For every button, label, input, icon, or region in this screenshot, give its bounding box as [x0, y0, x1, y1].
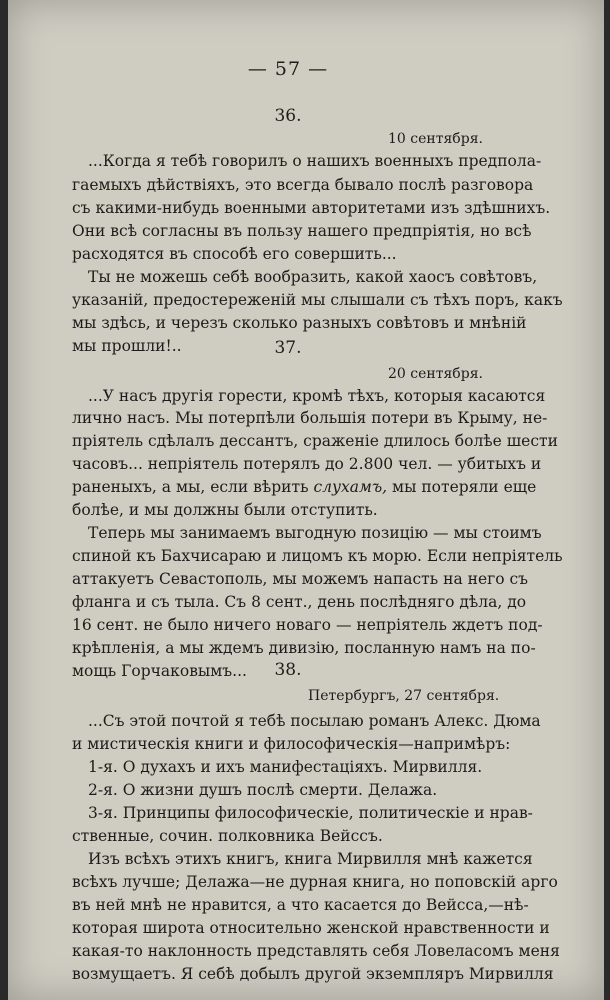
text-line: возмущаетъ. Я себѣ добылъ другой экземпляръ Мирвилля: [72, 965, 554, 983]
text-line: [72, 477, 536, 497]
text-line: Теперь мы занимаемъ выгодную позицію — мы стоимъ: [88, 524, 542, 542]
letter-date: Петербургъ, 27 сентября.: [308, 688, 500, 704]
text-line: часовъ... непріятель потерялъ до 2.800 чел. — убитыхъ и: [72, 455, 542, 473]
text-line: ...Съ этой почтой я тебѣ посылаю романъ Алекс. Дюма: [88, 712, 541, 730]
text-line: мощь Горчаковымъ...: [72, 662, 247, 680]
text-fragment: мы потеряли еще: [392, 478, 537, 496]
text-line: всѣхъ лучше; Делажа—не дурная книга, но поповскій арго: [72, 873, 558, 891]
text-line: Ты не можешь себѣ вообразить, какой хаосъ совѣтовъ,: [88, 268, 538, 286]
italic-word: слухамъ,: [313, 478, 388, 496]
letter-number: 38.: [274, 660, 302, 680]
text-line: 1-я. О духахъ и ихъ манифестаціяхъ. Мирвилля.: [88, 758, 483, 776]
text-line: Изъ всѣхъ этихъ книгъ, книга Мирвилля мнѣ кажется: [88, 850, 533, 868]
text-line: 3-я. Принципы философическіе, политическіе и нрав-: [88, 804, 533, 822]
text-line: 16 сент. не было ничего новаго — непріятель ждетъ под-: [72, 616, 543, 634]
text-line: мы прошли!..: [72, 337, 182, 355]
letter-date: 10 сентября.: [388, 131, 483, 147]
text-line: съ какими-нибудь военными авторитетами изъ здѣшнихъ.: [72, 199, 551, 217]
text-line: въ ней мнѣ не нравится, а что касается до Вейсса,—нѣ-: [72, 896, 529, 914]
text-fragment: раненыхъ, а мы, если вѣрить: [72, 478, 309, 496]
text-line: гаемыхъ дѣйствіяхъ, это всегда бывало послѣ разговора: [72, 176, 534, 194]
text-line: пріятель сдѣлалъ дессантъ, сраженіе длилось болѣе шести: [72, 432, 558, 450]
text-line: лично насъ. Мы потерпѣли большія потери въ Крыму, не-: [72, 409, 548, 427]
text-line: указаній, предостереженій мы слышали съ тѣхъ поръ, какъ: [72, 291, 563, 309]
text-line: ственные, сочин. полковника Вейссъ.: [72, 827, 383, 845]
text-line: мы здѣсь, и черезъ сколько разныхъ совѣтовъ и мнѣній: [72, 314, 527, 332]
book-page: [8, 0, 604, 1000]
text-line: крѣпленія, а мы ждемъ дивизію, посланную намъ на по-: [72, 639, 536, 657]
letter-number: 37.: [274, 338, 302, 358]
letter-number: 36.: [274, 106, 302, 126]
page-number: — 57 —: [247, 58, 329, 80]
text-line: ...У насъ другія горести, кромѣ тѣхъ, которыя касаются: [88, 387, 546, 405]
text-line: расходятся въ способѣ его совершить...: [72, 245, 397, 263]
text-line: и мистическія книги и философическія—напримѣръ:: [72, 735, 511, 753]
text-line: какая-то наклонность представлять себя Ловеласомъ меня: [72, 942, 560, 960]
letter-date: 20 сентября.: [388, 366, 483, 382]
text-line: фланга и съ тыла. Съ 8 сент., день послѣдняго дѣла, до: [72, 593, 527, 611]
text-line: Они всѣ согласны въ пользу нашего предпріятія, но всѣ: [72, 222, 532, 240]
text-line: болѣе, и мы должны были отступить.: [72, 501, 378, 519]
text-line: спиной къ Бахчисараю и лицомъ къ морю. Если непріятель: [72, 547, 563, 565]
text-line: которая широта относительно женской нравственности и: [72, 919, 550, 937]
text-line: аттакуетъ Севастополь, мы можемъ напасть на него съ: [72, 570, 529, 588]
text-line: ...Когда я тебѣ говорилъ о нашихъ военныхъ предпола-: [88, 152, 542, 170]
text-line: 2-я. О жизни душъ послѣ смерти. Делажа.: [88, 781, 438, 799]
